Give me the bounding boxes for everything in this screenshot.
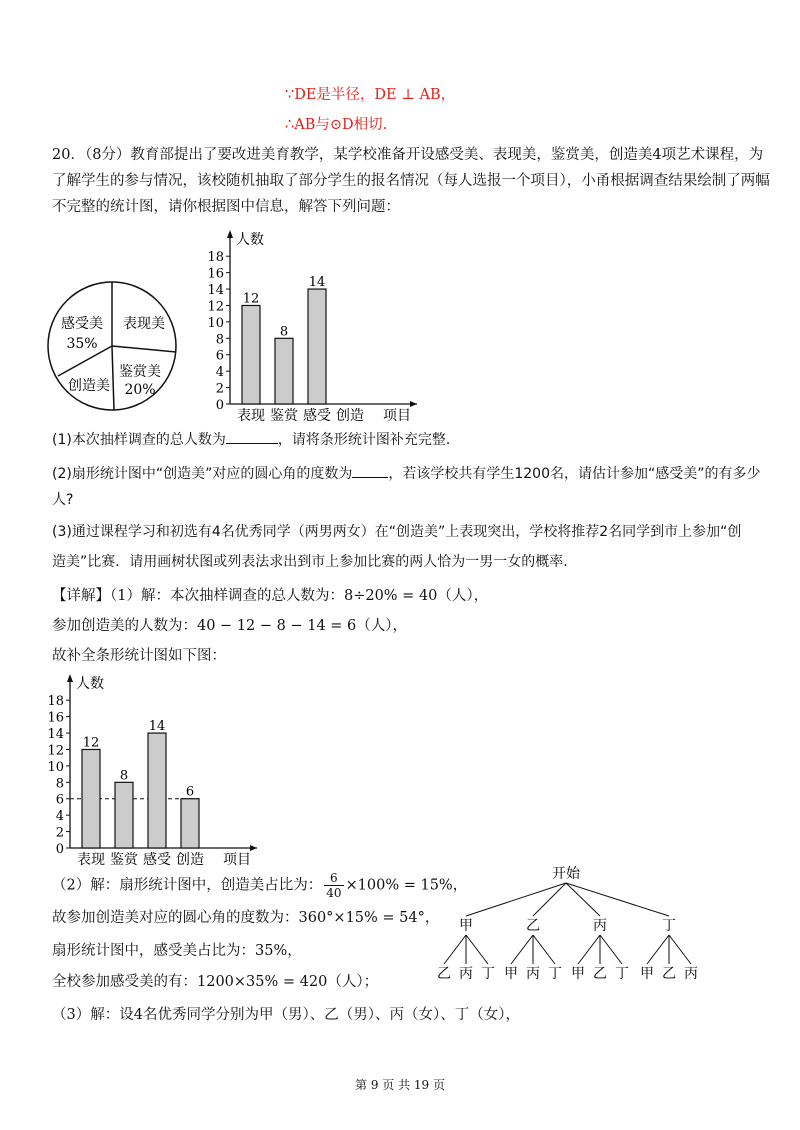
- y-axis-arrow: [227, 230, 233, 238]
- tree-leaf: 甲: [571, 966, 585, 982]
- answer-part-3-line-1: （3）解：设4名优秀同学分别为甲（男）、乙（男）、丙（女）、丁（女），: [52, 1007, 520, 1023]
- y-tick-label: 8: [55, 776, 64, 792]
- tree-leaf: 乙: [437, 966, 451, 982]
- tree-edge: [647, 935, 669, 964]
- fraction-denominator: 40: [326, 886, 342, 900]
- x-axis-arrow: [250, 845, 257, 851]
- x-tick-label: 表现: [77, 852, 105, 868]
- bar: [308, 289, 326, 404]
- tree-edge: [600, 935, 622, 964]
- answer-line-1: 【详解】（1）解：本次抽样调查的总人数为：8÷20% = 40（人），: [52, 588, 489, 604]
- tree-edge: [466, 883, 566, 916]
- y-tick-label: 10: [207, 315, 224, 331]
- bar: [115, 782, 133, 848]
- bar-value-label: 6: [185, 784, 195, 800]
- tree-leaf: 乙: [593, 966, 607, 982]
- y-tick-label: 4: [55, 809, 64, 825]
- tree-leaf: 乙: [662, 966, 676, 982]
- part-2-blank: [352, 463, 388, 478]
- bar-value-label: 12: [242, 291, 260, 307]
- tree-leaf: 丙: [526, 966, 540, 982]
- x-tick-label: 鉴赏: [270, 408, 298, 424]
- bar: [82, 749, 100, 848]
- x-tick-label: 鉴赏: [110, 852, 138, 868]
- y-tick-label: 2: [55, 825, 64, 841]
- bar-value-label: 8: [279, 324, 289, 340]
- y-tick-label: 18: [47, 694, 64, 710]
- part-2-text-b: ，若该学校共有学生1200名，请估计参加“感受美”的有多少: [388, 466, 761, 482]
- x-tick-label: 感受: [143, 852, 171, 868]
- answer-part-2-text-b: ×100% = 15%，: [345, 877, 468, 894]
- part-2: [52, 463, 760, 485]
- y-tick-label: 4: [215, 365, 224, 381]
- pie-pct-ganshou: 35%: [66, 336, 98, 352]
- bar-value-label: 12: [82, 735, 100, 751]
- answer-part-2-line-2: 故参加创造美对应的圆心角的度数为：360°×15% = 54°，: [52, 910, 440, 926]
- answer-line-3: 故补全条形统计图如下图：: [52, 648, 226, 664]
- part-3-line-2: 造美”比赛．请用画树状图或列表法求出到市上参加比赛的两人恰为一男一女的概率.: [52, 554, 568, 570]
- part-3-line-1: (3)通过课程学习和初选有4名优秀同学（两男两女）在“创造美”上表现突出，学校将推荐2名同学到市上参加“创: [52, 524, 742, 540]
- bar-value-label: 14: [148, 719, 166, 735]
- x-axis-arrow: [410, 401, 417, 407]
- pie-label-ganshou: 感受美: [61, 316, 103, 332]
- y-tick-label: 0: [215, 398, 224, 413]
- bar: [275, 338, 293, 404]
- y-axis-arrow: [67, 674, 73, 682]
- part-1-text-b: ，请将条形统计图补充完整.: [277, 432, 451, 448]
- y-tick-label: 14: [207, 283, 224, 299]
- proof-line-2: ∴AB与⊙D相切.: [285, 117, 388, 133]
- bar-value-label: 14: [308, 275, 326, 291]
- y-tick-label: 12: [47, 743, 64, 759]
- part-2-text-a: (2)扇形统计图中“创造美”对应的圆心角的度数为: [52, 466, 353, 482]
- y-tick-label: 0: [55, 842, 64, 857]
- tree-leaf: 丙: [684, 966, 698, 982]
- x-axis-label: 项目: [383, 408, 411, 424]
- x-tick-label: 创造: [176, 852, 204, 868]
- bar-value-label: 8: [119, 768, 129, 784]
- bar-chart-complete: [30, 670, 270, 870]
- fraction: [324, 871, 343, 900]
- tree-edge: [511, 935, 533, 964]
- y-tick-label: 12: [207, 299, 224, 315]
- part-1-text-a: (1)本次抽样调查的总人数为: [52, 432, 226, 448]
- y-tick-label: 14: [47, 727, 64, 743]
- answer-part-2-line-1: [52, 871, 467, 900]
- tree-edge: [578, 935, 600, 964]
- tree-edge: [669, 935, 691, 964]
- tree-leaf: 丁: [615, 966, 629, 982]
- x-tick-label: 表现: [237, 408, 265, 424]
- x-tick-label: 创造: [336, 408, 364, 424]
- tree-leaf: 甲: [504, 966, 518, 982]
- y-tick-label: 18: [207, 250, 224, 266]
- proof-line-1: ∵DE是半径，DE ⊥ AB，: [285, 87, 456, 103]
- y-axis-label: 人数: [236, 232, 264, 248]
- pie-chart: [44, 278, 180, 414]
- question-line-2: 了解学生的参与情况，该校随机抽取了部分学生的报名情况（每人选报一个项目），小甬根据调查结果绘制了两幅: [52, 173, 770, 189]
- pie-label-jianshang: 鉴赏美: [119, 364, 161, 380]
- bar: [181, 799, 199, 848]
- y-tick-label: 16: [47, 710, 64, 726]
- tree-edge: [444, 935, 466, 964]
- tree-branch: 丁: [662, 918, 676, 934]
- pie-label-chuangzao: 创造美: [68, 378, 110, 394]
- answer-part-2-line-3: 扇形统计图中，感受美占比为：35%，: [52, 943, 302, 959]
- fraction-numerator: 6: [324, 871, 343, 886]
- pie-pct-jianshang: 20%: [124, 382, 156, 398]
- tree-root: 开始: [552, 866, 580, 882]
- tree-branch: 甲: [459, 918, 473, 934]
- bar: [242, 305, 260, 404]
- bar: [148, 733, 166, 848]
- part-1-blank: [226, 429, 278, 444]
- question-line-1: 20．（8分）教育部提出了要改进美育教学，某学校准备开设感受美、表现美，鉴赏美，创造美4项艺术课程，为: [52, 147, 764, 163]
- y-tick-label: 8: [215, 332, 224, 348]
- y-tick-label: 2: [215, 381, 224, 397]
- tree-leaf: 丁: [548, 966, 562, 982]
- part-2-cont: 人?: [52, 492, 74, 508]
- page-footer: 第 9 页 共 19 页: [355, 1078, 445, 1092]
- y-tick-label: 6: [215, 348, 224, 364]
- y-tick-label: 6: [55, 792, 64, 808]
- tree-edge: [566, 883, 669, 916]
- tree-diagram: [428, 864, 718, 988]
- tree-branch: 丙: [593, 918, 607, 934]
- pie-label-biaoxian: 表现美: [123, 316, 165, 332]
- tree-branch: 乙: [526, 918, 540, 934]
- question-line-3: 不完整的统计图，请你根据图中信息，解答下列问题：: [52, 199, 400, 215]
- bar-chart-incomplete: [190, 226, 420, 426]
- answer-part-2-line-4: 全校参加感受美的有：1200×35% = 420（人）；: [52, 974, 379, 990]
- x-tick-label: 感受: [303, 408, 331, 424]
- tree-leaf: 丁: [481, 966, 495, 982]
- y-tick-label: 10: [47, 759, 64, 775]
- tree-leaf: 甲: [640, 966, 654, 982]
- part-1: [52, 429, 450, 451]
- answer-part-2-text-a: （2）解：扇形统计图中，创造美占比为：: [52, 877, 323, 894]
- y-tick-label: 16: [207, 266, 224, 282]
- answer-line-2: 参加创造美的人数为：40 − 12 − 8 − 14 = 6（人），: [52, 618, 408, 634]
- tree-leaf: 丙: [459, 966, 473, 982]
- y-axis-label: 人数: [76, 676, 104, 692]
- tree-edge: [466, 935, 488, 964]
- x-axis-label: 项目: [223, 852, 251, 868]
- tree-edge: [533, 935, 555, 964]
